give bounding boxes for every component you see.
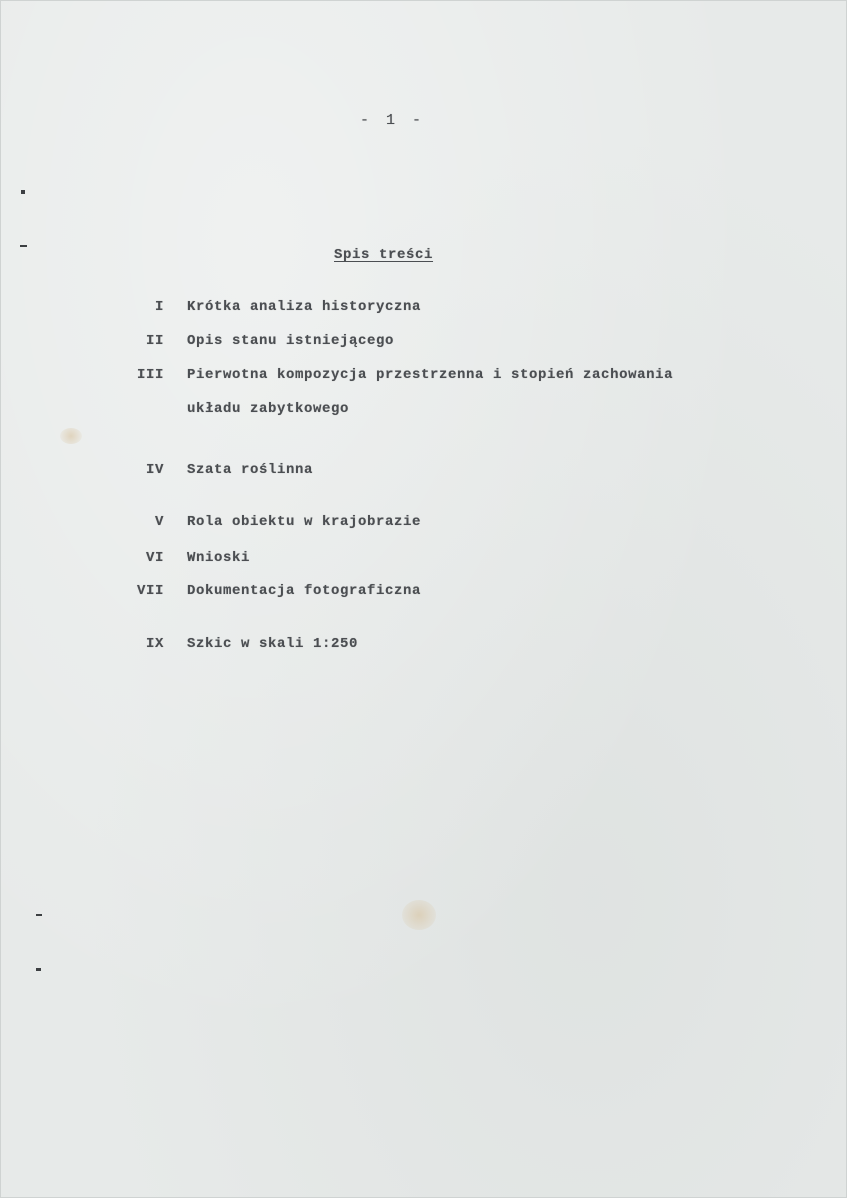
toc-title-continuation: układu zabytkowego [187,401,350,417]
page-number: - 1 - [360,112,426,129]
margin-mark [20,245,27,247]
toc-title: Rola obiektu w krajobrazie [187,514,422,530]
margin-mark [36,914,42,916]
toc-number: I [154,299,164,315]
toc-title: Szkic w skali 1:250 [187,636,359,652]
toc-title: Pierwotna kompozycja przestrzenna i stopień zachowania [187,367,674,383]
toc-entry [0,462,847,482]
toc-number: III [136,367,164,383]
margin-mark [36,968,41,971]
toc-number: VI [145,550,164,566]
toc-entry [0,367,847,417]
toc-title: Opis stanu istniejącego [187,333,395,349]
paper-stain [402,900,436,930]
toc-number: IX [145,636,164,652]
toc-title: Dokumentacja fotograficzna [187,583,422,599]
toc-title: Wnioski [187,550,251,566]
margin-mark [21,190,25,194]
page-title: Spis treści [334,247,434,263]
toc-entry [0,514,847,534]
paper-stain [60,428,82,444]
toc-number: II [145,333,164,349]
toc-number: IV [145,462,164,478]
toc-entry [0,299,847,319]
toc-entry [0,333,847,353]
toc-title: Szata roślinna [187,462,314,478]
toc-number: V [154,514,164,530]
toc-entry [0,583,847,603]
toc-number: VII [136,583,164,599]
toc-title: Krótka analiza historyczna [187,299,422,315]
toc-entry [0,550,847,570]
toc-entry [0,636,847,656]
